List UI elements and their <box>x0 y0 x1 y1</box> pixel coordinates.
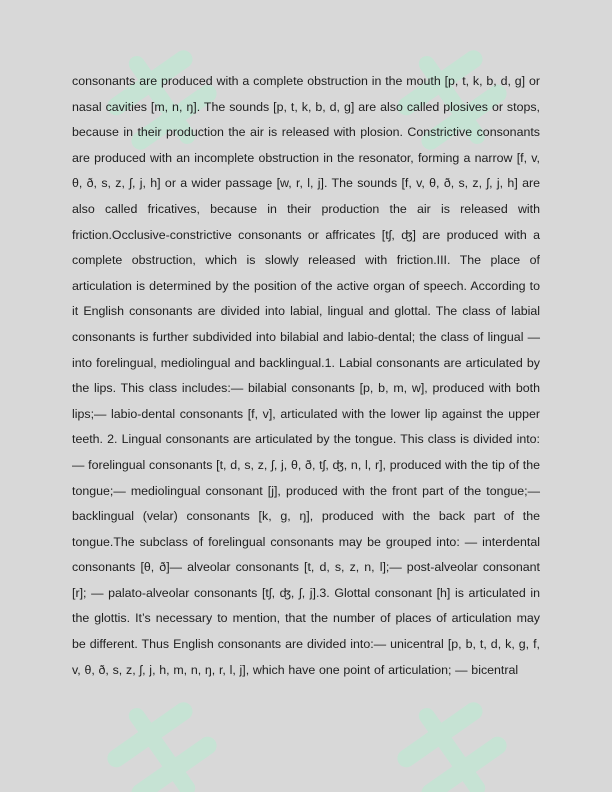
watermark-icon <box>372 692 532 792</box>
watermark-icon <box>82 692 242 792</box>
body-paragraph: consonants are produced with a complete obstruction in the mouth [p, t, k, b, d, g] or nasal cavities [m, n, ŋ]. The sounds [p, t, k, b, d, g] are also called plosives or stops, because in their production the air is released with plosion. Constrictive consonants are produced with an incomplete obstruction in the resonator, forming a narrow [f, v, θ, ð, s, z, ʃ, j, h] or a wider passage [w, r, l, j]. The sounds [f, v, θ, ð, s, z, ʃ, j, h] are also called fricatives, because in their production the air is released with friction.Occlusive-constrictive consonants or affricates [tʃ, ʤ] are produced with a complete obstruction, which is slowly released with friction.III. The place of articulation is determined by the position of the active organ of speech. According to it English consonants are divided into labial, lingual and glottal. The class of labial consonants is further subdivided into bilabial and labio-dental; the class of lingual — into forelingual, mediolingual and backlingual.1. Labial consonants are articulated by the lips. This class includes:— bilabial consonants [p, b, m, w], produced with both lips;— labio-dental consonants [f, v], articulated with the lower lip against the upper teeth. 2. Lingual consonants are articulated by the tongue. This class is divided into: — forelingual consonants [t, d, s, z, ʃ, j, θ, ð, tʃ, ʤ, n, l, r], produced with the tip of the tongue;— mediolingual consonant [j], produced with the front part of the tongue;— backlingual (velar) consonants [k, g, ŋ], produced with the back part of the tongue.The subclass of forelingual consonants may be grouped into: — interdental consonants [θ, ð]— alveolar consonants [t, d, s, z, n, l];— post-alveolar consonant [r]; — palato-alveolar consonants [tʃ, ʤ, ʃ, j].3. Glottal consonant [h] is articulated in the glottis. It’s necessary to mention, that the number of places of articulation may be different. Thus English consonants are divided into:— unicentral [p, b, t, d, k, g, f, v, θ, ð, s, z, ʃ, j, h, m, n, ŋ, r, l, j], which have one point of articulation; — bicentral <box>72 74 540 677</box>
